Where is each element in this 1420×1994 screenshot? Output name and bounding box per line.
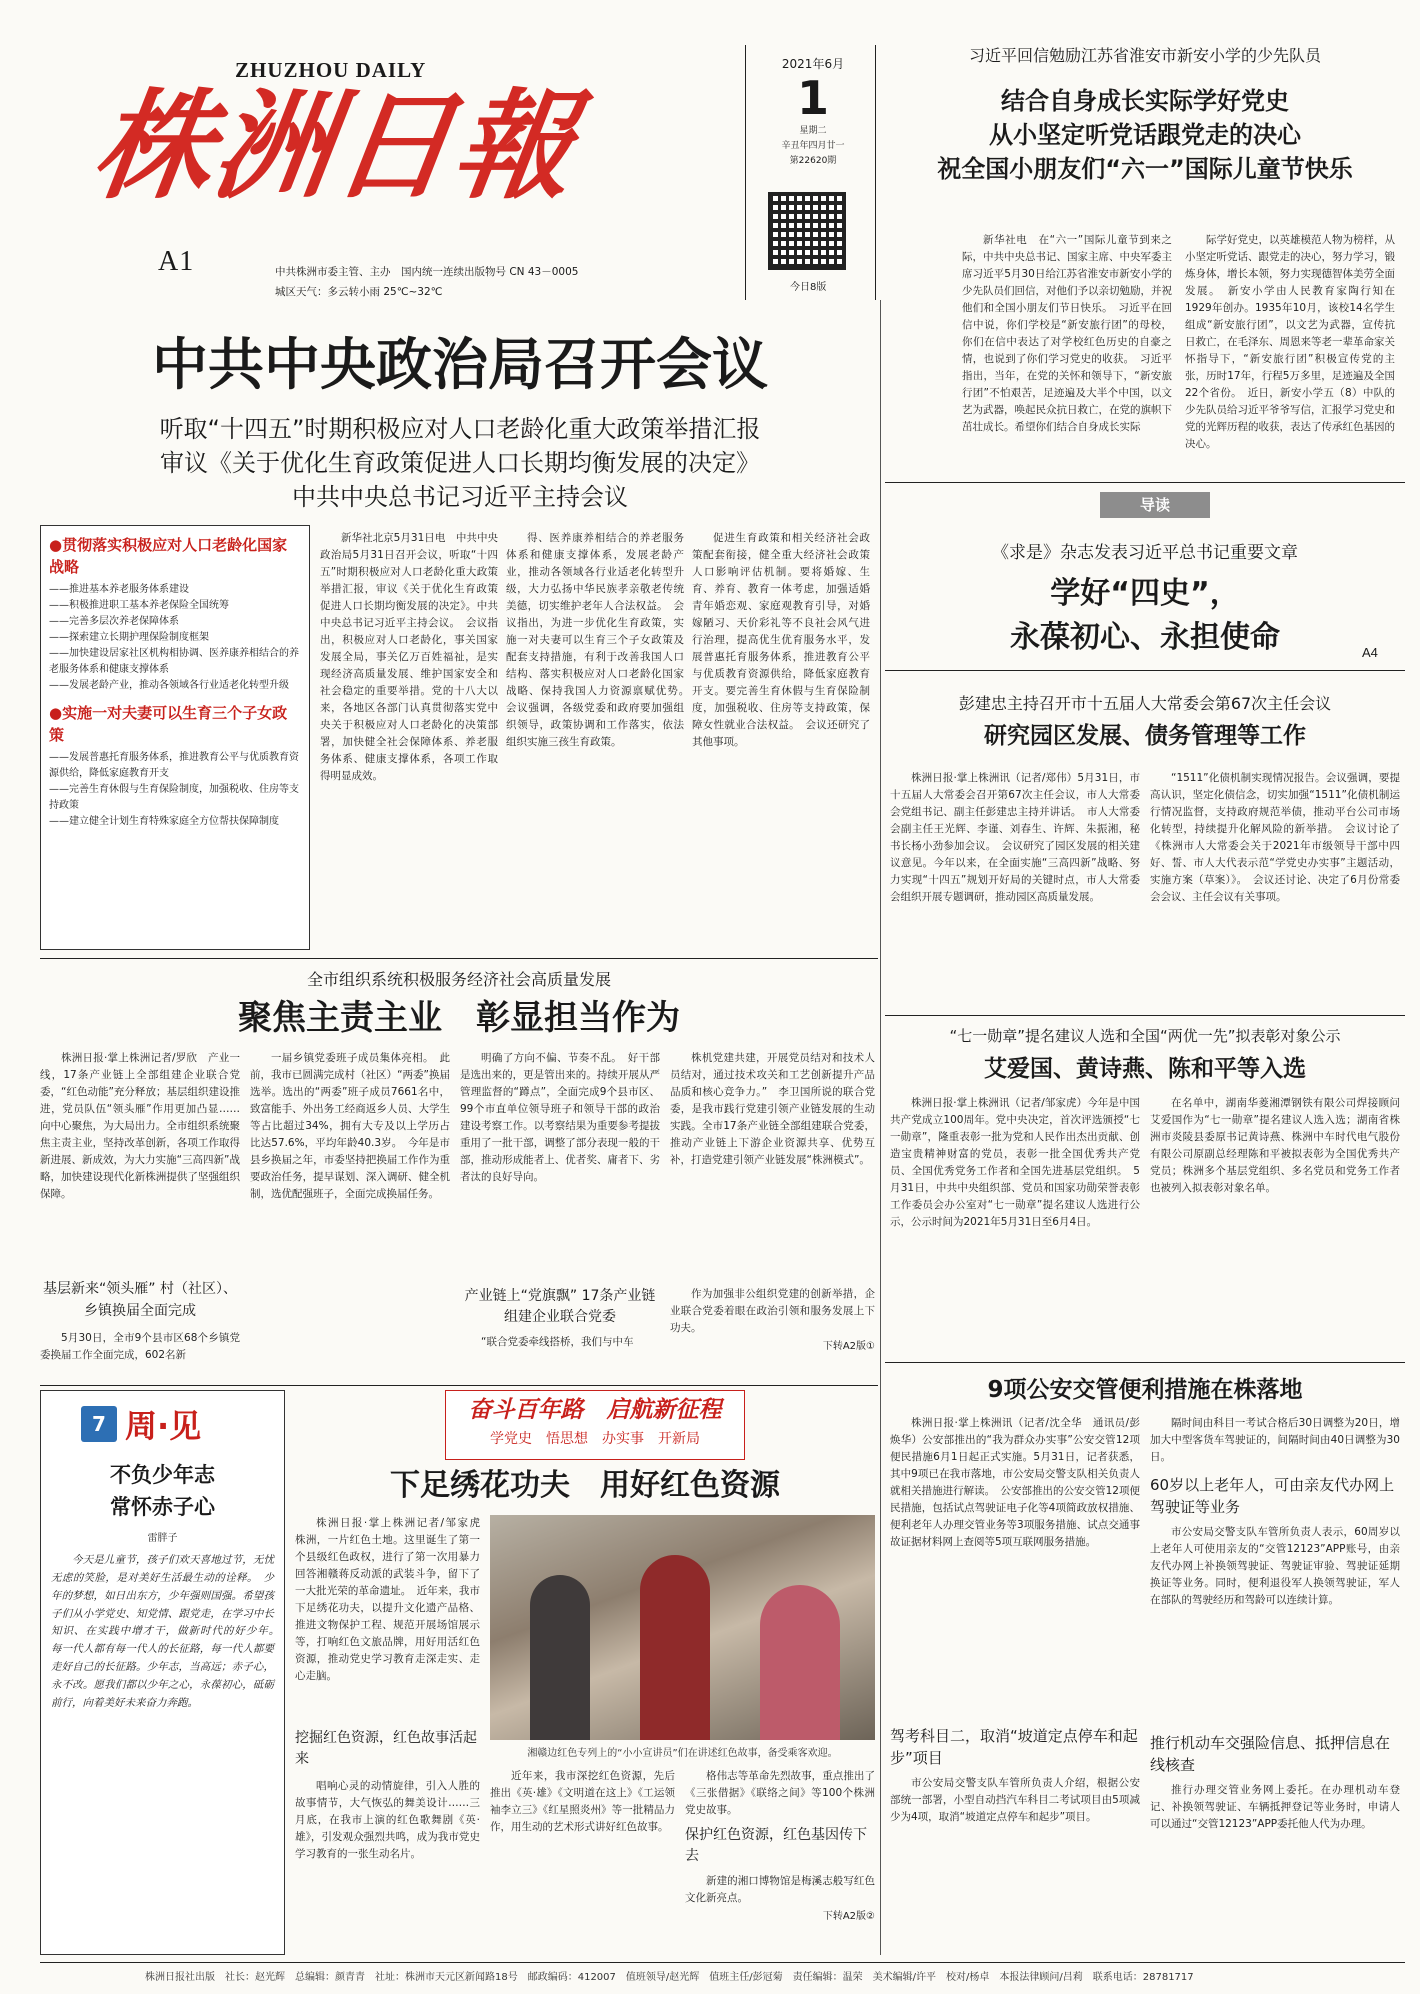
traffic-col1-wrap <box>890 1415 1140 1960</box>
news-photo[interactable] <box>490 1515 875 1740</box>
qiyi-col2: 在名单中，湖南华菱湘潭钢铁有限公司焊接顾问艾爱国作为“七一勋章”提名建议人选入选；湖南省株洲市炎陵县委原书记黄诗燕、株洲中车时代电气股份有限公司原副总经理陈和平被拟表彰为全国优秀共产党员；株洲多个基层党组织、多名党员和党务工作者也被列入拟表彰对象名单。 <box>1150 1097 1400 1194</box>
sidebar-title-1: ●贯彻落实积极应对人口老龄化国家战略 <box>49 536 288 576</box>
issue-number: 第22620期 <box>789 156 837 166</box>
red-resource-continue[interactable]: 下转A2版② <box>822 1911 875 1922</box>
sidebar-list-item: ——建立健全计划生育特殊家庭全方位帮扶保障制度 <box>49 816 279 827</box>
sidebar-list-item: ——发展普惠托育服务体系，推进教育公平与优质教育资源供给，降低家庭教育开支 <box>49 752 299 779</box>
red-resource-col3-wrap <box>685 1768 875 1953</box>
red-resource-col2: 近年来，我市深挖红色资源，先后推出《英·雄》《文明道在这上》《工运领袖李立三》《红星照炎州》等一批精品力作，用生动的艺术形式讲好红色故事。 <box>490 1770 675 1833</box>
org-col2: 一届乡镇党委班子成员集体亮相。 此前，我市已圆满完成村（社区）“两委”换届选举。选出的“两委”班子成员7661名中，致富能手、外出务工经商返乡人员、大学生等占比超过34%，拥有大专及以上学历占比达57.6%，平均年龄40.3岁。 今年是市县乡换届之年，市委坚持把换届工作作为重要政治任务，提早谋划、深入调研、健全机制，选优配强班子，全面完成换届任务。 <box>250 1052 450 1200</box>
footer-imprint: 株洲日报社出版 社长：赵光辉 总编辑：颜青青 社址：株洲市天元区新闻路18号 邮政编码：412007 值班领导/赵光辉 值班主任/彭冠菊 责任编辑：温荣 美术编辑/许平 校对/杨卓 本报法律顾问/吕莉 联系电话：28781717 <box>145 1972 1194 1983</box>
sidebar-list-item: ——发展老龄产业，推动各领域各行业适老化转型升级 <box>49 680 289 691</box>
red-resource-col3: 格伟志等革命先烈故事，重点推出了《三张借据》《联络之间》等100个株洲党史故事。 <box>685 1770 875 1816</box>
zhoujian-label-row <box>81 1401 274 1447</box>
renda-col1: 株洲日报·掌上株洲讯（记者/郑伟）5月31日，市十五届人大常委会召开第67次主任会议，市人大常委会党组书记、副主任彭建忠主持并讲话。 市人大常委会副主任王光辉、李谨、刘春生、许辉、朱振湘，秘书长杨小劲参加会议。 会议研究了园区发展的相关建议意见。今年以来，在全面实施“三高四新”战略、努力实现“十四五”规划开好局的关键时点，市人大常委会组织开展专题调研，推动园区高质量发展。 <box>890 772 1140 903</box>
meeting-col2: 得、医养康养相结合的养老服务体系和健康支撑体系，发展老龄产业，推动各领域各行业适老化转型升级，大力弘扬中华民族孝亲敬老传统美德，切实维护老年人合法权益。 会议指出，为进一步优化生育政策，实施一对夫妻可以生育三个子女政策及配套支持措施，有利于改善我国人口结构、落实积极应对人口老龄化国家战略、保持我国人力资源禀赋优势。 会议强调，各级党委和政府要加强组织领导，政策协调和工作落实，依法组织实施三孩生育政策。 <box>506 532 695 748</box>
page-number: A1 <box>158 246 195 277</box>
guide-headline-1: 学好“四史”， <box>1050 576 1240 611</box>
org-sub1: 基层新来“领头雁” 村（社区）、乡镇换届全面完成 <box>43 1281 237 1319</box>
meeting-subhead-1: 听取“十四五”时期积极应对人口老龄化重大政策举措汇报 <box>159 415 761 443</box>
traffic-col2b: 市公安局交警支队车管所负责人表示，60周岁以上老年人可使用亲友的“交管12123”APP账号，由亲友代办网上补换领驾驶证、驾驶证审验、驾驶证延期换证等业务。同时，便利退役军人换领驾驶证，军人在部队的驾驶经历和驾龄可以连续计算。 <box>1150 1526 1400 1606</box>
traffic-sub1: 驾考科目二，取消“坡道定点停车和起步”项目 <box>890 1727 1138 1767</box>
guide-headline-2: 永葆初心、永担使命 <box>1010 620 1280 655</box>
top-news-headline-2: 从小坚定听党话跟党走的决心 <box>989 121 1301 149</box>
photo-figure-1 <box>530 1575 590 1740</box>
org-col3b: “联合党委牵线搭桥，我们与中车 <box>481 1336 634 1348</box>
calendar-icon: 7 <box>81 1406 117 1442</box>
meeting-col3: 促进生育政策和相关经济社会政策配套衔接，健全重大经济社会政策人口影响评估机制。要将婚嫁、生育、养育、教育一体考虑，加强适婚青年婚恋观、家庭观教育引导，对婚嫁陋习、天价彩礼等不良社会风气进行治理，提高优生优育服务水平，发展普惠托育服务体系，推进教育公平与优质教育资源供给，降低家庭教育开支。要完善生育休假与生育保险制度，加强税收、住房等支持政策，保障女性就业合法权益。 会议还研究了其他事项。 <box>692 532 870 748</box>
org-col1-wrap <box>40 1050 251 1380</box>
traffic-col2: 隔时间由科目一考试合格后30日调整为20日，增加大中型客货车驾驶证的，间隔时间由40日调整为30日。 <box>1150 1417 1400 1463</box>
traffic-sub3: 推行机动车交强险信息、抵押信息在线核查 <box>1150 1734 1391 1774</box>
org-col1b: 5月30日，全市9个县市区68个乡镇党委换届工作全面完成，602名新 <box>40 1332 240 1361</box>
photo-caption: 湘赣边红色专列上的“小小宣讲员”们在讲述红色故事，备受乘客欢迎。 <box>527 1748 838 1759</box>
sidebar-list-item: ——完善生育休假与生育保险制度，加强税收、住房等支持政策 <box>49 784 299 811</box>
guide-label: 导读 <box>1100 492 1210 518</box>
renda-headline: 研究园区发展、债务管理等工作 <box>984 723 1306 749</box>
qiyi-col1: 株洲日报·掌上株洲讯（记者/邹家虎）今年是中国共产党成立100周年。党中央决定，首次评选颁授“七一勋章”，隆重表彰一批为党和人民作出杰出贡献、创造宝贵精神财富的党员，表彰一批全国优秀共产党员、全国优秀党务工作者和全国先进基层党组织。 5月31日，中共中央组织部、党员和国家功勋荣誉表彰工作委员会办公室对“七一勋章”提名建议人选进行公示，公示时间为2021年5月31日至6月4日。 <box>890 1097 1140 1228</box>
zhoujian-label: 周·见 <box>125 1407 202 1445</box>
zhoujian-author: 雷胖子 <box>147 1533 178 1544</box>
guide-kicker: 《求是》杂志发表习近平总书记重要文章 <box>992 543 1298 563</box>
org-col4b: 作为加强非公组织党建的创新举措，企业联合党委着眼在政治引领和服务发展上下功夫。 <box>670 1288 875 1334</box>
campaign-banner <box>445 1390 745 1460</box>
meeting-subhead-2: 审议《关于优化生育政策促进人口长期均衡发展的决定》 <box>160 449 760 477</box>
sidebar-list-item: ——推进基本养老服务体系建设 <box>49 584 189 595</box>
org-continue[interactable]: 下转A2版① <box>822 1341 875 1352</box>
org-col3-wrap <box>460 1050 660 1380</box>
traffic-headline: 9项公安交管便利措施在株落地 <box>987 1377 1303 1403</box>
english-name: ZHUZHOU DAILY <box>235 58 427 82</box>
zhoujian-box <box>40 1390 285 1955</box>
org-kicker: 全市组织系统积极服务经济社会高质量发展 <box>306 970 611 989</box>
org-col4: 株机党建共建，开展党员结对和技术人员结对，通过技术攻关和工艺创新提升产品品质和核心竞争力。” 李卫国所说的联合党委，是我市践行党建引领产业链发展的生动实践。全市17条产业链全部组建联合党委，推动产业链上下游企业资源共享、优势互补，打造党建引领产业链发展“株洲模式”。 <box>670 1052 875 1166</box>
traffic-col2-wrap <box>1150 1415 1400 1960</box>
meeting-sidebar <box>40 525 310 950</box>
guide-block[interactable] <box>890 538 1400 660</box>
sidebar-list-item: ——完善多层次养老保障体系 <box>49 616 179 627</box>
qiyi-block <box>890 1022 1400 1088</box>
meeting-headline: 中共中央政治局召开会议 <box>152 333 768 398</box>
traffic-col1b: 市公安局交警支队车管所负责人介绍，根据公安部统一部署，小型自动挡汽车科目二考试项目由5项减少为4项，取消“坡道定点停车和起步”项目。 <box>890 1777 1140 1823</box>
sidebar-list-item: ——加快建设居家社区机构相协调、医养康养相结合的养老服务体系和健康支撑体系 <box>49 648 299 675</box>
red-resource-headline: 下足绣花功夫 用好红色资源 <box>390 1468 780 1503</box>
org-col4-wrap <box>670 1050 875 1380</box>
photo-figure-3 <box>760 1585 840 1740</box>
top-news-headline-1: 结合自身成长实际学好党史 <box>1001 87 1289 115</box>
banner-main: 奋斗百年路 启航新征程 <box>468 1396 722 1423</box>
zhoujian-headline-2: 常怀赤子心 <box>110 1495 215 1519</box>
page-count: 今日8版 <box>790 282 827 293</box>
renda-kicker: 彭建忠主持召开市十五届人大常委会第67次主任会议 <box>958 694 1332 713</box>
banner-sub: 学党史 悟思想 办实事 开新局 <box>490 1431 700 1447</box>
top-news-col2: 际学好党史，以英雄模范人物为榜样，从小坚定听党话、跟党走的决心，努力学习，锻炼身体，增长本领，努力实现德智体美劳全面发展。 新安小学由人民教育家陶行知在1929年创办。1935年10月，该校14名学生组成“新安旅行团”，以文艺为武器，宣传抗日救亡，在毛泽东、周恩来等老一辈革命家关怀指导下，“新安旅行团”积极宣传党的主张，历时17年，行程5万多里，足迹遍及全国22个省份。 近日，新安小学五（8）中队的少先队员给习近平爷爷写信，汇报学习党史和党的光辉历程的收获，表达了传承红色基因的决心。 <box>1185 234 1395 450</box>
org-block-head <box>40 965 878 1041</box>
red-resource-col1: 株洲日报·掌上株洲记者/邹家虎 株洲，一片红色土地。这里诞生了第一个县级红色政权，进行了第一次用暴力回答湘赣蒋反动派的武装斗争，留下了一大批光荣的革命遗址。 近年来，我市下足绣花功夫，以提升文化遗产品格、推进文物保护工程、规范开展场馆展示等，打响红色文旅品牌，用好用活红色资源，推动党史学习教育走深走实、走心走脑。 <box>295 1517 491 1682</box>
lunar-date: 辛丑年四月廿一 <box>781 141 845 151</box>
publisher-info <box>275 262 735 302</box>
qiyi-kicker: “七一勋章”提名建议人选和全国“两优一先”拟表彰对象公示 <box>949 1027 1341 1045</box>
top-news <box>890 42 1400 186</box>
weather: 城区天气：多云转小雨 25℃~32℃ <box>275 286 443 298</box>
traffic-col1: 株洲日报·掌上株洲讯（记者/沈全华 通讯员/彭焕华）公安部推出的“我为群众办实事”公安交管12项便民措施6月1日起正式实施。5月31日，记者获悉，其中9项已在我市落地，市公安局交警支队相关负责人就相关措施进行解读。 公安部推出的公安交管12项便民措施，包括试点驾驶证电子化等4项简政放权措施、便利老年人办理交管业务等3项服务措施、试点交通事故证据材料网上查阅等5项互联网服务措施。 <box>890 1417 1140 1548</box>
red-resource-sub1: 挖掘红色资源，红色故事活起来 <box>295 1730 477 1767</box>
zhoujian-headline-1: 不负少年志 <box>110 1463 215 1487</box>
qr-code-icon[interactable] <box>768 192 846 270</box>
photo-figure-2 <box>640 1555 710 1740</box>
sidebar-list-1 <box>49 582 301 694</box>
weekday: 星期二 <box>799 126 827 136</box>
meeting-col1: 新华社北京5月31日电 中共中央政治局5月31日召开会议，听取“十四五”时期积极应对人口老龄化重大政策举措汇报，审议《关于优化生育政策促进人口长期均衡发展的决定》。中共中央总书记习近平主持会议。 会议指出，积极应对人口老龄化，事关国家发展全局，事关亿万百姓福祉，是实现经济高质量发展、维护国家安全和社会稳定的重要举措。党的十八大以来，各地区各部门认真贯彻落实党中央关于积极应对人口老龄化的决策部署，加快健全社会保障体系、养老服务体系、健康支撑体系，各项工作取得明显成效。 <box>320 532 498 782</box>
traffic-col2c: 推行办理交管业务网上委托。在办理机动车登记、补换领驾驶证、车辆抵押登记等业务时，申请人可以通过“交管12123”APP委托他人代为办理。 <box>1150 1784 1400 1830</box>
red-resource-col1b: 唱响心灵的动情旋律，引入人胜的故事情节，大气恢弘的舞美设计……三月底，在我市上演的红色歌舞剧《英·雄》，引发观众强烈共鸣，成为我市党史学习教育的一张生动名片。 <box>295 1780 480 1860</box>
renda-col2: “1511”化债机制实现情况报告。会议强调，要提高认识，坚定化债信念，切实加强“1511”化债机制运行情况监督，支持政府规范举债，推动平台公司市场化转型，持续提升化解风险的新举措。 会议讨论了《株洲市人大常委会关于2021年市级领导干部中四好、誓、市人大代表示范“学党史办实事”主题活动，实施方案（草案）》。 会议还讨论、决定了6月份常委会会议、主任会议有关事项。 <box>1150 772 1400 903</box>
org-col1: 株洲日报·掌上株洲记者/罗欣 产业一线，17条产业链上全部组建企业联合党委，“红色动能”充分释放；基层组织建设推进，党员队伍“领头雁”作用更加凸显…… 向中心聚焦，为大局出力。全市组织系统聚焦主责主业，坚持改革创新，各项工作取得新进展、新成效，为大力实施“三高四新”战略，加快建设现代化新株洲提供了坚强组织保障。 <box>40 1052 251 1200</box>
sidebar-list-2 <box>49 750 301 830</box>
sidebar-list-item: ——探索建立长期护理保险制度框架 <box>49 632 209 643</box>
top-news-kicker: 习近平回信勉励江苏省淮安市新安小学的少先队员 <box>968 46 1321 65</box>
org-sub2: 产业链上“党旗飘” 17条产业链组建企业联合党委 <box>464 1288 656 1325</box>
org-col3: 明确了方向不偏、节奏不乱。 好干部是选出来的，更是管出来的。持续开展从严管理监督的“蹲点”，全面完成9个县市区、99个市直单位领导班子和领导干部的政治建设考察工作。以考察结果为重要参考提拔重用了一批干部，调整了部分表现一般的干部，推动形成能者上、优者奖、庸者下、劣者汰的良好导向。 <box>460 1052 660 1183</box>
meeting-subhead-3: 中共中央总书记习近平主持会议 <box>292 483 628 511</box>
publisher-line: 中共株洲市委主管、主办 国内统一连续出版物号 CN 43－0005 <box>275 266 579 278</box>
sidebar-title-2: ●实施一对夫妻可以生育三个子女政策 <box>49 704 288 744</box>
day-number: 1 <box>796 71 829 125</box>
org-headline: 聚焦主责主业 彰显担当作为 <box>238 998 680 1038</box>
traffic-sub2: 60岁以上老年人，可由亲友代办网上驾驶证等业务 <box>1150 1476 1395 1516</box>
paper-logo: 株洲日報 <box>85 76 585 215</box>
zhoujian-text: 今天是儿童节，孩子们欢天喜地过节，无忧无虑的笑脸，是对美好生活最生动的诠释。 少年的梦想，如日出东方，少年强则国强。希望孩子们从小学党史、知党情、跟党走，在学习中长知识、在实践中增才干，做新时代的好少年。 每一代人都有每一代人的长征路，每一代人都要走好自己的长征路。少年志，当高远；赤子心，永不改。愿我们都以少年之心，永葆初心，砥砺前行，向着美好未来奋力奔跑。 <box>51 1554 285 1709</box>
qiyi-headline: 艾爱国、黄诗燕、陈和平等入选 <box>984 1056 1306 1082</box>
renda-block <box>890 690 1400 754</box>
sidebar-list-item: ——积极推进职工基本养老保险全国统筹 <box>49 600 229 611</box>
top-news-col1: 新华社电 在“六一”国际儿童节到来之际，中共中央总书记、国家主席、中央军委主席习近平5月30日给江苏省淮安市新安小学的少先队员们回信，对他们予以亲切勉励，并祝他们和全国小朋友们节日快乐。 习近平在回信中说，你们学校是“新安旅行团”的母校，你们在信中表达了对学校红色历史的自豪之情，也说到了你们学习党史的收获。 习近平指出，当年，在党的关怀和领导下，“新安旅行团”不怕艰苦，足迹遍及大半个中国，以文艺为武器，唤起民众抗日救亡，在党的旗帜下茁壮成长。希望你们结合自身成长实际 <box>962 234 1172 433</box>
red-resource-sub2: 保护红色资源，红色基因传下去 <box>685 1827 867 1864</box>
red-resource-col1-wrap <box>295 1515 491 1955</box>
guide-page-ref: A4 <box>1362 645 1378 660</box>
year-month: 2021年6月 <box>781 57 845 71</box>
red-resource-col3b: 新建的湘口博物馆是梅溪志般写红色文化新亮点。 <box>685 1875 875 1904</box>
top-news-headline-3: 祝全国小朋友们“六一”国际儿童节快乐 <box>937 155 1353 183</box>
